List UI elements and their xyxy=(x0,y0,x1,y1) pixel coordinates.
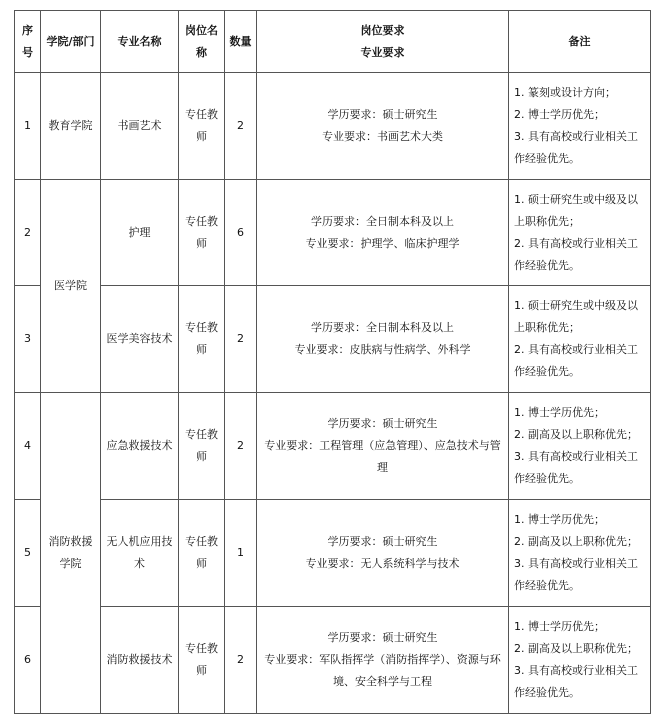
table-row xyxy=(15,500,651,607)
table-row xyxy=(15,607,651,714)
cell-requirements xyxy=(257,286,509,393)
header-post: 岗位名称 xyxy=(179,11,225,73)
note-line: 3. 具有高校或行业相关工作经验优先。 xyxy=(514,664,638,699)
cell-requirements xyxy=(257,73,509,180)
req-line: 学历要求：硕士研究生 xyxy=(327,108,438,121)
note-line: 1. 博士学历优先； xyxy=(514,620,605,633)
header-major: 专业名称 xyxy=(101,11,179,73)
cell-post: 专任教师 xyxy=(179,286,225,393)
header-row xyxy=(15,11,651,73)
note-line: 2. 副高及以上职称优先； xyxy=(514,428,638,441)
cell-count: 2 xyxy=(225,286,257,393)
note-line: 2. 具有高校或行业相关工作经验优先。 xyxy=(514,236,638,272)
header-req-line1: 岗位要求 xyxy=(360,23,405,37)
cell-notes xyxy=(509,607,651,714)
cell-dept-edu: 教育学院 xyxy=(41,73,101,180)
note-line: 2. 副高及以上职称优先； xyxy=(514,642,638,655)
cell-notes xyxy=(509,73,651,180)
note-line: 1. 硕士研究生或中级及以上职称优先； xyxy=(514,192,638,228)
cell-count: 6 xyxy=(225,180,257,286)
note-line: 2. 博士学历优先； xyxy=(514,108,605,121)
recruitment-table xyxy=(14,10,651,714)
table-row xyxy=(15,73,651,180)
header-count: 数量 xyxy=(225,11,257,73)
cell-post: 专任教师 xyxy=(179,393,225,500)
header-note: 备注 xyxy=(509,11,651,73)
header-seq: 序号 xyxy=(15,11,41,73)
req-line: 专业要求：皮肤病与性病学、外科学 xyxy=(294,343,471,356)
req-line: 学历要求：硕士研究生 xyxy=(327,535,438,548)
header-req-line2: 专业要求 xyxy=(360,45,405,59)
cell-notes xyxy=(509,286,651,393)
note-line: 3. 具有高校或行业相关工作经验优先。 xyxy=(514,130,638,165)
req-line: 专业要求：工程管理（应急管理）、应急技术与管理 xyxy=(264,439,501,474)
cell-notes xyxy=(509,500,651,607)
cell-major: 护理 xyxy=(101,180,179,286)
req-line: 学历要求：硕士研究生 xyxy=(327,631,438,644)
table-row xyxy=(15,393,651,500)
cell-seq: 1 xyxy=(15,73,41,180)
cell-requirements xyxy=(257,393,509,500)
cell-major: 医学美容技术 xyxy=(101,286,179,393)
cell-count: 2 xyxy=(225,73,257,180)
cell-seq: 3 xyxy=(15,286,41,393)
cell-requirements xyxy=(257,180,509,286)
cell-seq: 5 xyxy=(15,500,41,607)
cell-notes xyxy=(509,393,651,500)
note-line: 1. 篆刻或设计方向； xyxy=(514,86,616,99)
cell-seq: 6 xyxy=(15,607,41,714)
req-line: 专业要求：护理学、临床护理学 xyxy=(305,236,460,250)
note-line: 3. 具有高校或行业相关工作经验优先。 xyxy=(514,450,638,485)
cell-major: 无人机应用技术 xyxy=(101,500,179,607)
note-line: 2. 具有高校或行业相关工作经验优先。 xyxy=(514,343,638,378)
req-line: 专业要求：无人系统科学与技术 xyxy=(305,557,460,570)
cell-major: 书画艺术 xyxy=(101,73,179,180)
cell-count: 1 xyxy=(225,500,257,607)
req-line: 专业要求：军队指挥学（消防指挥学）、资源与环境、安全科学与工程 xyxy=(264,653,501,688)
note-line: 1. 博士学历优先； xyxy=(514,406,605,419)
note-line: 1. 硕士研究生或中级及以上职称优先； xyxy=(514,299,638,334)
header-dept: 学院/部门 xyxy=(41,11,101,73)
note-line: 3. 具有高校或行业相关工作经验优先。 xyxy=(514,557,638,592)
cell-seq: 4 xyxy=(15,393,41,500)
cell-dept-med: 医学院 xyxy=(41,180,101,393)
note-line: 2. 副高及以上职称优先； xyxy=(514,535,638,548)
cell-requirements xyxy=(257,607,509,714)
note-line: 1. 博士学历优先； xyxy=(514,513,605,526)
cell-post: 专任教师 xyxy=(179,180,225,286)
req-line: 学历要求：全日制本科及以上 xyxy=(311,321,454,334)
cell-major: 应急救援技术 xyxy=(101,393,179,500)
req-line: 学历要求：硕士研究生 xyxy=(327,417,438,430)
table-row xyxy=(15,180,651,286)
cell-count: 2 xyxy=(225,393,257,500)
req-line: 学历要求：全日制本科及以上 xyxy=(311,214,454,228)
cell-dept-fire: 消防救援学院 xyxy=(41,393,101,714)
cell-post: 专任教师 xyxy=(179,500,225,607)
header-requirements xyxy=(257,11,509,73)
cell-requirements xyxy=(257,500,509,607)
table-row xyxy=(15,286,651,393)
req-line: 专业要求：书画艺术大类 xyxy=(322,130,443,143)
cell-post: 专任教师 xyxy=(179,73,225,180)
cell-count: 2 xyxy=(225,607,257,714)
cell-seq: 2 xyxy=(15,180,41,286)
cell-major: 消防救援技术 xyxy=(101,607,179,714)
cell-notes xyxy=(509,180,651,286)
cell-post: 专任教师 xyxy=(179,607,225,714)
